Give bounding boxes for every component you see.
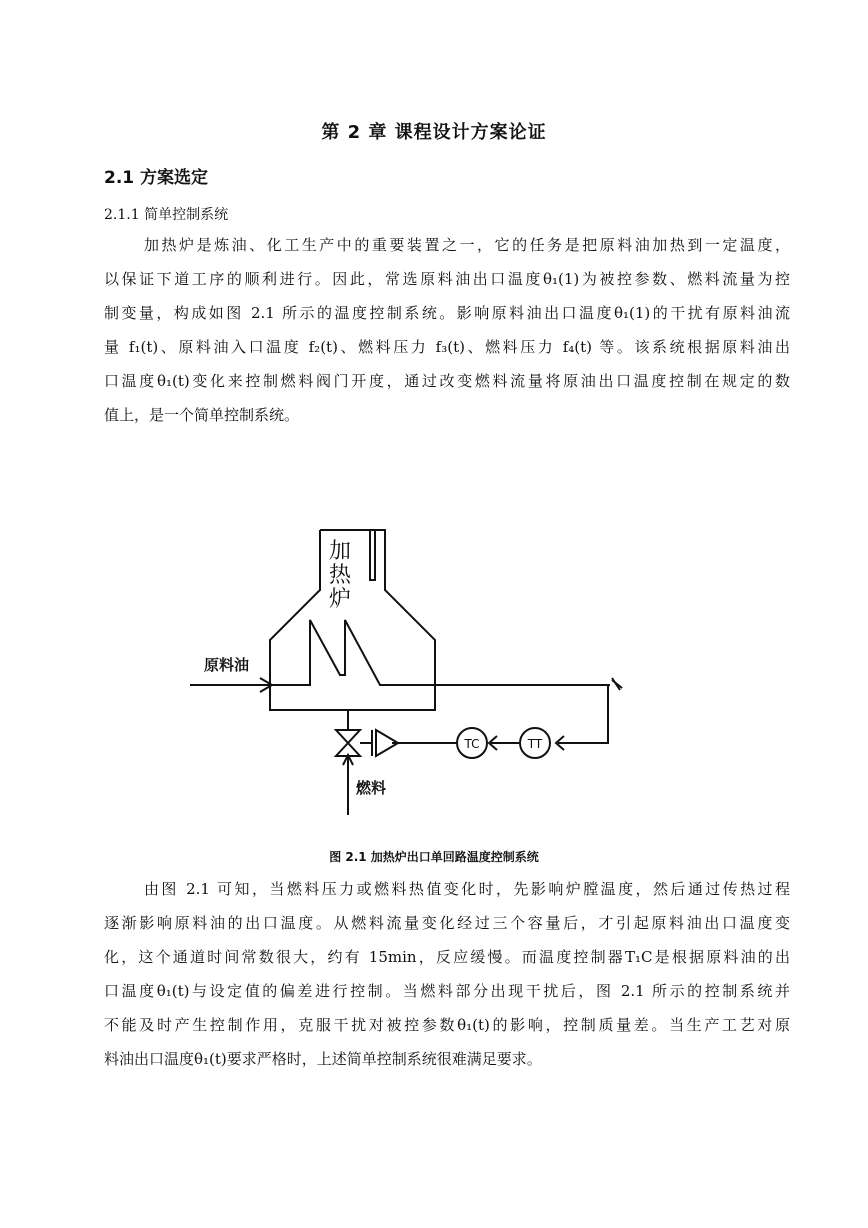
paragraph-line: 量 f₁(t)、原料油入口温度 f₂(t)、燃料压力 f₃(t)、燃料压力 f₄(t) 等。该系统根据原料油出 — [104, 338, 790, 356]
paragraph-line: 以保证下道工序的顺利进行。因此，常选原料油出口温度θ₁(1)为被控参数、燃料流量为控 — [104, 270, 790, 288]
subsection-title: 2.1.1 简单控制系统 — [104, 207, 229, 223]
paragraph-line: 不能及时产生控制作用，克服干扰对被控参数θ₁(t)的影响，控制质量差。当生产工艺对原 — [104, 1016, 790, 1034]
control-system-diagram — [160, 510, 680, 830]
figure-caption: 图 2.1 加热炉出口单回路温度控制系统 — [329, 850, 539, 864]
paragraph-line: 逐渐影响原料油的出口温度。从燃料流量变化经过三个容量后，才引起原料油出口温度变 — [104, 914, 790, 932]
furnace-label-3: 炉 — [328, 587, 352, 612]
furnace-label-2: 热 — [328, 563, 352, 588]
paragraph-line: 值上，是一个简单控制系统。 — [104, 406, 300, 424]
paragraph-line: 制变量，构成如图 2.1 所示的温度控制系统。影响原料油出口温度θ₁(1)的干扰有原料油流 — [104, 304, 790, 322]
paragraph-line: 化，这个通道时间常数很大，约有 15min，反应缓慢。而温度控制器T₁C是根据原料油的出 — [104, 948, 790, 966]
tc-label: TC — [464, 737, 480, 751]
chapter-title: 第 2 章 课程设计方案论证 — [321, 122, 547, 143]
section-title: 2.1 方案选定 — [104, 168, 209, 188]
paragraph-line: 加热炉是炼油、化工生产中的重要装置之一，它的任务是把原料油加热到一定温度， — [144, 236, 790, 254]
fuel-label: 燃料 — [356, 779, 387, 797]
feedback-line — [558, 685, 608, 743]
tt-label: TT — [527, 737, 543, 751]
outlet-arrow — [612, 678, 622, 690]
inlet-label: 原料油 — [204, 656, 250, 674]
paragraph-line: 料油出口温度θ₁(t)要求严格时，上述简单控制系统很难满足要求。 — [104, 1050, 542, 1068]
furnace-label-1: 加 — [328, 539, 352, 564]
furnace-outline — [270, 530, 435, 710]
paragraph-line: 口温度θ₁(t)与设定值的偏差进行控制。当燃料部分出现干扰后，图 2.1 所示的控制系统并 — [104, 982, 790, 1000]
paragraph-intro — [104, 228, 790, 432]
control-valve — [336, 730, 360, 756]
paragraph-line: 口温度θ₁(t)变化来控制燃料阀门开度，通过改变燃料流量将原油出口温度控制在规定的数 — [104, 372, 790, 390]
heating-coil — [270, 620, 610, 685]
paragraph-line: 由图 2.1 可知，当燃料压力或燃料热值变化时，先影响炉膛温度，然后通过传热过程 — [144, 880, 790, 898]
paragraph-analysis — [104, 872, 790, 1076]
